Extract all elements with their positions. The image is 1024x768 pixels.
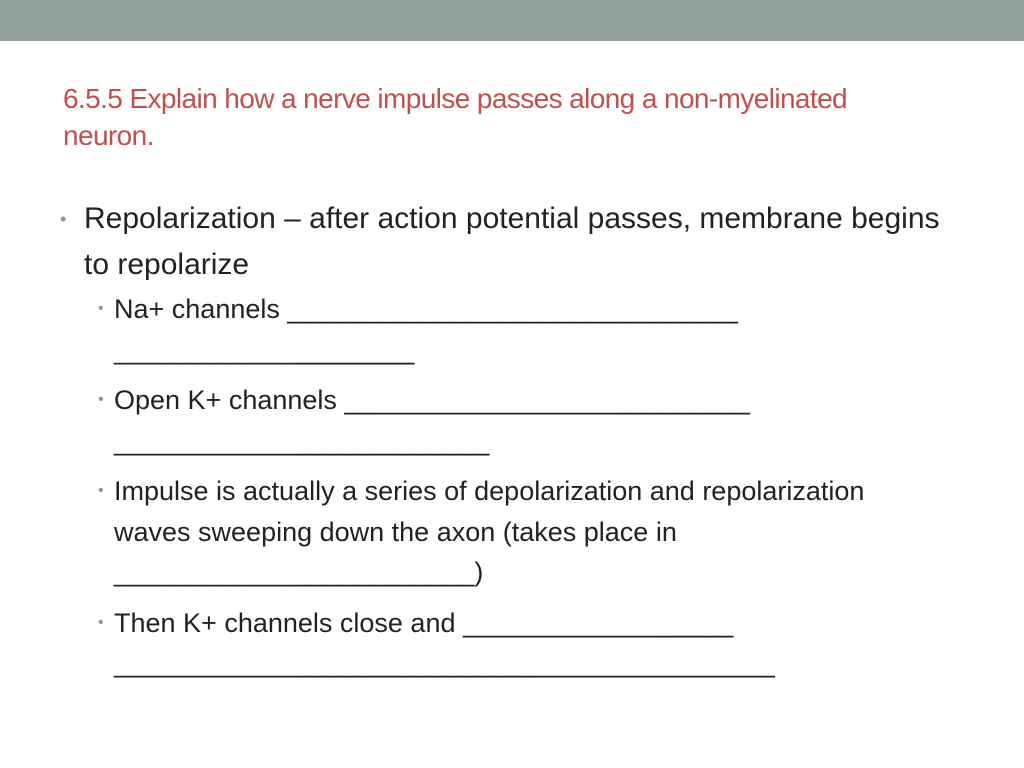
sub-bullet-text: Open K+ channels ___________________________ _________________________ [114,385,750,456]
sub-bullet-text: Na+ channels ______________________________ ____________________ [114,294,738,365]
bullet-dot-icon: • [98,613,104,631]
bullet-dot-icon: • [98,300,104,317]
sub-bullet-text: Impulse is actually a series of depolarization and repolarization waves sweeping down the axon (takes place in ________________________) [114,476,865,587]
bullet-dot-icon: • [98,391,104,408]
bullet-dot-icon: • [98,482,104,499]
sub-bullet-na-channels [60,289,940,370]
sub-bullet-list [60,289,940,684]
top-accent-bar [0,0,1024,41]
slide-content [60,196,940,694]
sub-bullet-impulse [60,471,940,593]
bullet-repolarization [60,196,940,288]
sub-bullet-text: Then K+ channels close and __________________ ____________________________________________ [114,607,775,678]
bullet-dot-icon: • [60,209,67,229]
sub-bullet-k-channels-close [60,603,940,684]
sub-bullet-open-k-channels [60,380,940,461]
slide-title: 6.5.5 Explain how a nerve impulse passes along a non-myelinated neuron. [63,83,848,151]
bullet-text: Repolarization – after action potential passes, membrane begins to repolarize [84,202,940,281]
